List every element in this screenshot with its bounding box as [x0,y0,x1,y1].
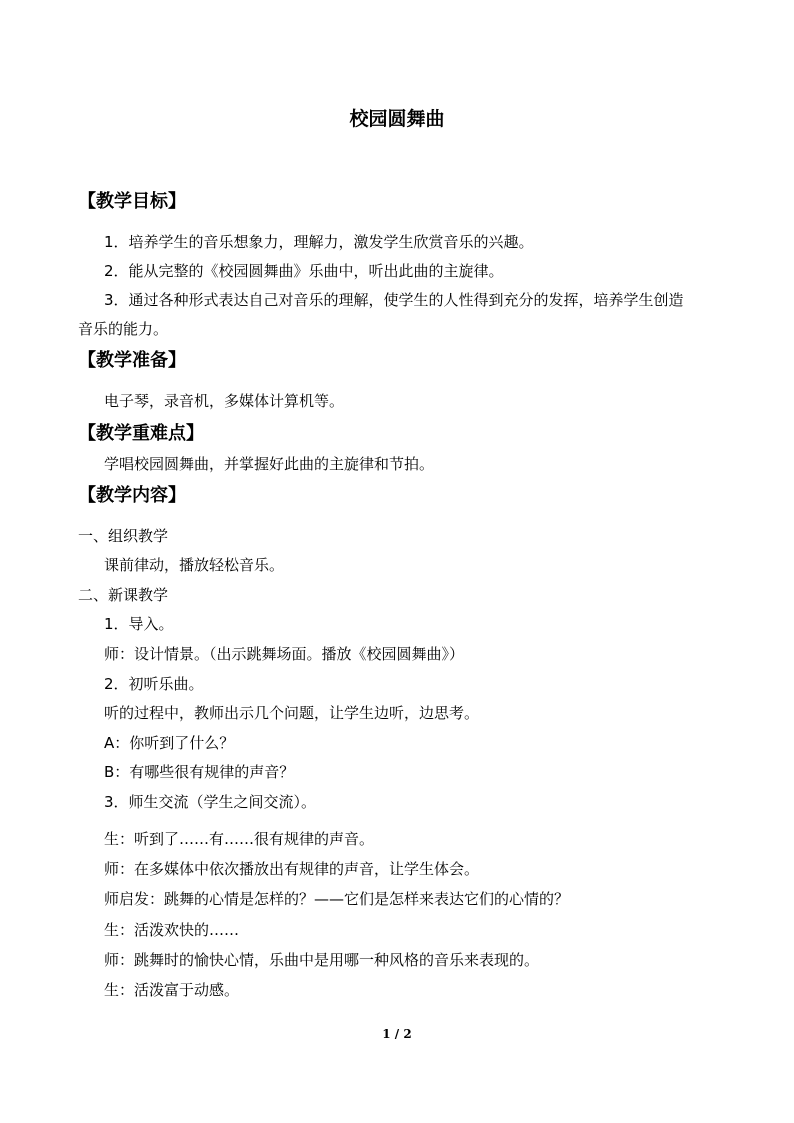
objective-line-3: 3．通过各种形式表达自己对音乐的理解，使学生的人性得到充分的发挥，培养学生创造 [104,291,684,309]
page-number: 1 / 2 [382,1027,412,1041]
objective-line-1: 1．培养学生的音乐想象力，理解力，激发学生欣赏音乐的兴趣。 [104,233,534,251]
objective-line-2: 2．能从完整的《校园圆舞曲》乐曲中，听出此曲的主旋律。 [104,262,504,280]
heading-teaching-content: 【教学内容】 [78,485,186,506]
key-points-text: 学唱校园圆舞曲，并掌握好此曲的主旋律和节拍。 [104,455,435,473]
part-two-line: 师启发：跳舞的心情是怎样的？——它们是怎样来表达它们的心情的？ [104,890,570,908]
part-two-title: 二、新课教学 [78,586,169,604]
part-two-line: 生：活泼欢快的…… [104,921,240,939]
heading-teaching-preparation: 【教学准备】 [78,350,186,371]
part-two-line: 1．导入。 [104,615,174,633]
part-two-line: 2．初听乐曲。 [104,675,204,693]
part-two-line: 生：活泼富于动感。 [104,981,240,999]
part-two-line: 听的过程中，教师出示几个问题，让学生边听，边思考。 [104,704,480,722]
part-two-line: 生：听到了……有……很有规律的声音。 [104,830,375,848]
part-one-title: 一、组织教学 [78,527,169,545]
heading-key-points: 【教学重难点】 [78,423,204,444]
part-two-line: 师：在多媒体中依次播放出有规律的声音，让学生体会。 [104,860,480,878]
part-two-line: 师：跳舞时的愉快心情，乐曲中是用哪一种风格的音乐来表现的。 [104,951,540,969]
heading-teaching-objectives: 【教学目标】 [78,191,186,212]
objective-line-3-continued: 音乐的能力。 [78,320,169,338]
part-two-line: 师：设计情景。（出示跳舞场面。播放《校园圆舞曲》） [104,645,465,663]
part-two-line: B：有哪些很有规律的声音？ [104,763,295,781]
part-two-line: A：你听到了什么？ [104,734,235,752]
preparation-text: 电子琴，录音机，多媒体计算机等。 [104,392,345,410]
document-title: 校园圆舞曲 [349,108,445,130]
part-two-line: 3．师生交流（学生之间交流）。 [104,793,317,811]
part-one-text: 课前律动，播放轻松音乐。 [104,556,285,574]
